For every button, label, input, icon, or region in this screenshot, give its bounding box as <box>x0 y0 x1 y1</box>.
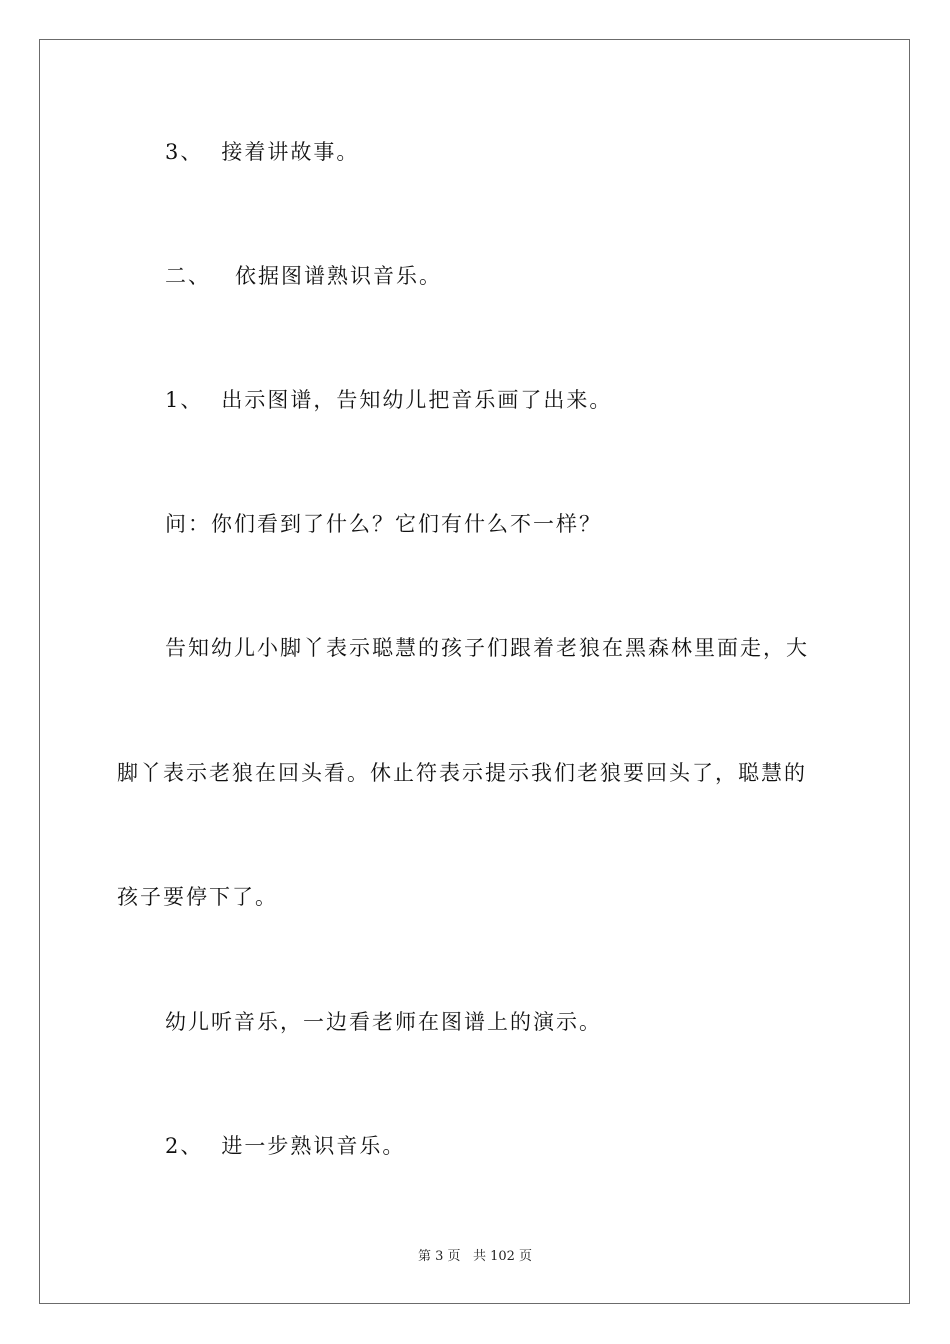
page-total: 共 102 页 <box>472 1249 533 1264</box>
paragraph-line <box>165 634 809 662</box>
paragraph-line <box>117 883 278 911</box>
paragraph-line <box>165 1132 405 1160</box>
item-text: 进一步熟识音乐。 <box>221 1134 406 1158</box>
item-text: 出示图谱，告知幼儿把音乐画了出来。 <box>221 388 613 412</box>
item-number: 3、 <box>165 140 204 164</box>
item-text: 告知幼儿小脚丫表示聪慧的孩子们跟着老狼在黑森林里面走，大 <box>165 636 809 660</box>
paragraph-line <box>165 510 602 538</box>
paragraph-line <box>117 759 807 787</box>
item-text: 依据图谱熟识音乐。 <box>235 264 442 288</box>
paragraph-line <box>165 138 359 166</box>
page-frame <box>39 39 910 1304</box>
item-number: 1、 <box>165 388 204 412</box>
paragraph-line <box>165 1008 602 1036</box>
item-text: 接着讲故事。 <box>221 140 360 164</box>
section-heading <box>165 262 442 290</box>
page-footer <box>0 1248 950 1266</box>
item-text: 孩子要停下了。 <box>117 885 278 909</box>
item-number: 二、 <box>165 264 211 288</box>
paragraph-line <box>165 386 612 414</box>
page-number: 第 3 页 <box>417 1249 461 1264</box>
item-text: 脚丫表示老狼在回头看。休止符表示提示我们老狼要回头了，聪慧的 <box>117 761 807 785</box>
item-text: 问：你们看到了什么？它们有什么不一样？ <box>165 512 602 536</box>
item-number: 2、 <box>165 1134 204 1158</box>
item-text: 幼儿听音乐，一边看老师在图谱上的演示。 <box>165 1010 602 1034</box>
